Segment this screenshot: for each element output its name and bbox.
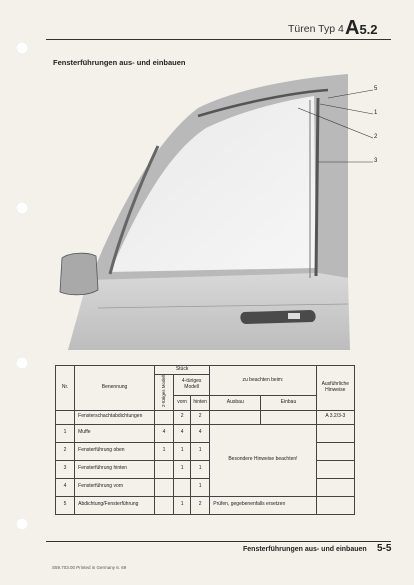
header-section-label: Türen Typ 4	[288, 23, 344, 35]
header-vorn: vorn	[174, 395, 191, 410]
cell-vorn	[174, 478, 191, 496]
header-einbau: Einbau	[261, 395, 316, 410]
cell-2tuerig	[154, 460, 173, 478]
header-code-sub: 5.2	[359, 22, 378, 37]
cell-hinten: 1	[191, 460, 210, 478]
cell-name: Fensterschachtabdichtungen	[75, 410, 155, 424]
header-2tuerig	[154, 375, 173, 411]
header-hinten: hinten	[191, 395, 210, 410]
cell-hinweis	[316, 478, 354, 496]
cell-hinweis	[316, 460, 354, 478]
page-number: 5-5	[377, 543, 392, 554]
cell-hinweis	[316, 496, 354, 514]
cell-nr	[56, 410, 75, 424]
mirror	[60, 253, 98, 295]
cell-2tuerig	[154, 496, 173, 514]
header-zu-beachten: zu beachten beim:	[210, 366, 316, 396]
cell-vorn: 2	[174, 410, 191, 424]
merged-note: Besondere Hinweise beachten!	[210, 424, 316, 496]
callout-label: 5	[374, 86, 378, 92]
cell-2tuerig: 4	[154, 424, 173, 442]
header-code-main: A	[345, 17, 360, 39]
cell-name: Muffe	[75, 424, 155, 442]
cell-name: Fensterführung hinten	[75, 460, 155, 478]
cell-hinten: 4	[191, 424, 210, 442]
cell-nr: 1	[56, 424, 75, 442]
callout-label: 3	[374, 158, 378, 164]
callout-label: 1	[374, 110, 378, 116]
cell-nr: 3	[56, 460, 75, 478]
cell-2tuerig: 1	[154, 442, 173, 460]
table-row	[56, 496, 355, 514]
header-rule	[46, 39, 391, 40]
cell-vorn: 1	[174, 496, 191, 514]
cell-vorn: 1	[174, 442, 191, 460]
cell-hinweis: A 3.2/3-3	[316, 410, 354, 424]
header-stueck: Stück	[154, 366, 209, 375]
footer-rule	[46, 541, 391, 542]
table-row	[56, 410, 355, 424]
parts-table	[55, 365, 355, 515]
cell-nr: 2	[56, 442, 75, 460]
header-nr: Nr.	[56, 366, 75, 411]
cell-2tuerig	[154, 410, 173, 424]
section-title: Fensterführungen aus- und einbauen	[53, 58, 186, 67]
cell-name: Abdichtung/Fensterführung	[75, 496, 155, 514]
header-benennung: Benennung	[75, 366, 155, 411]
cell-name: Fensterführung vorn	[75, 478, 155, 496]
header-2tuerig-label: 2-türiges Modell	[161, 375, 167, 408]
print-note: S59.703.00 Printed in Germany 6. 69	[52, 565, 127, 570]
cell-nr: 5	[56, 496, 75, 514]
punch-hole	[16, 357, 28, 369]
punch-hole	[16, 518, 28, 530]
footer-title: Fensterführungen aus- und einbauen	[243, 546, 367, 553]
header-code	[345, 17, 378, 40]
cell-2tuerig	[154, 478, 173, 496]
header-ausbau: Ausbau	[210, 395, 261, 410]
door-handle	[240, 310, 315, 324]
cell-name: Fensterführung oben	[75, 442, 155, 460]
cell-hinten: 2	[191, 496, 210, 514]
cell-ausbau	[210, 410, 261, 424]
table-row	[56, 424, 355, 442]
cell-hinweis	[316, 442, 354, 460]
cell-vorn: 1	[174, 460, 191, 478]
header-4tuerig: 4-türiges Modell	[174, 375, 210, 396]
punch-hole	[16, 202, 28, 214]
cell-hinweis	[316, 424, 354, 442]
cell-nr: 4	[56, 478, 75, 496]
callout-label: 2	[374, 134, 378, 140]
cell-hinten: 1	[191, 478, 210, 496]
door-illustration	[48, 68, 408, 360]
cell-hinten: 2	[191, 410, 210, 424]
header-ausfuehrliche: Ausführliche Hinweise	[316, 366, 354, 411]
rear-guide	[316, 98, 318, 276]
cell-einbau	[261, 410, 316, 424]
cell-hinten: 1	[191, 442, 210, 460]
cell-vorn: 4	[174, 424, 191, 442]
punch-hole	[16, 42, 28, 54]
cell-ausbau: Prüfen, gegebenenfalls ersetzen	[210, 496, 316, 514]
